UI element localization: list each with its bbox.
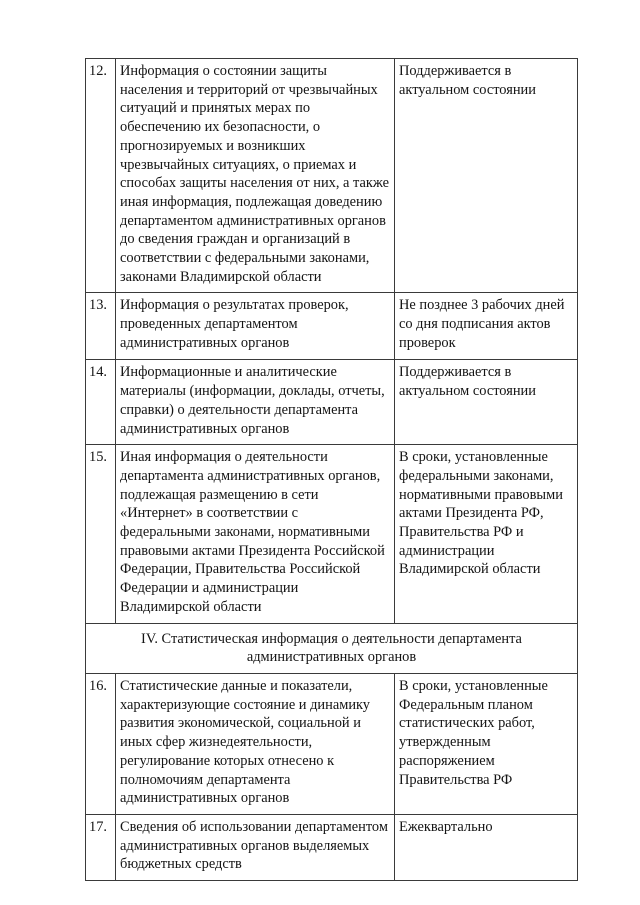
- section-heading: IV. Статистическая информация о деятельности департамента административных органов: [86, 623, 578, 673]
- table-row: [86, 445, 578, 623]
- table-row: [86, 360, 578, 445]
- table-row: [86, 293, 578, 360]
- row-content: Иная информация о деятельности департамента административных органов, подлежащая размещению в сети «Интернет» в соответствии с федеральными законами, нормативными правовыми актами Президента Российской Федерации, Правительства Российской Федерации и администрации Владимирской области: [116, 445, 395, 623]
- row-content: Информация о результатах проверок, проведенных департаментом административных органов: [116, 293, 395, 360]
- row-content: Информация о состоянии защиты населения и территорий от чрезвычайных ситуаций и принятых мерах по обеспечению их безопасности, о прогнозируемых и возникших чрезвычайных ситуациях, о приемах и способах защиты населения от них, а также иная информация, подлежащая доведению департаментом административных органов до сведения граждан и организаций в соответствии с федеральными законами, законами Владимирской области: [116, 59, 395, 293]
- table-row: [86, 59, 578, 293]
- section-row: [86, 623, 578, 673]
- row-deadline: В сроки, установленные федеральными законами, нормативными правовыми актами Президента РФ, Правительства РФ и администрации Владимирской области: [395, 445, 578, 623]
- row-deadline: Поддерживается в актуальном состоянии: [395, 59, 578, 293]
- row-number: 16.: [86, 673, 116, 814]
- row-content: Информационные и аналитические материалы (информации, доклады, отчеты, справки) о деятельности департамента административных органов: [116, 360, 395, 445]
- row-number: 17.: [86, 814, 116, 880]
- info-table: [85, 58, 578, 881]
- row-content: Статистические данные и показатели, характеризующие состояние и динамику развития экономической, социальной и иных сфер жизнедеятельности, регулирование которых отнесено к полномочиям департамента административных органов: [116, 673, 395, 814]
- row-number: 13.: [86, 293, 116, 360]
- row-number: 14.: [86, 360, 116, 445]
- table-row: [86, 673, 578, 814]
- row-number: 15.: [86, 445, 116, 623]
- row-deadline: Не позднее 3 рабочих дней со дня подписания актов проверок: [395, 293, 578, 360]
- row-deadline: В сроки, установленные Федеральным планом статистических работ, утвержденным распоряжением Правительства РФ: [395, 673, 578, 814]
- row-deadline: Ежеквартально: [395, 814, 578, 880]
- row-deadline: Поддерживается в актуальном состоянии: [395, 360, 578, 445]
- table-row: [86, 814, 578, 880]
- row-content: Сведения об использовании департаментом административных органов выделяемых бюджетных средств: [116, 814, 395, 880]
- row-number: 12.: [86, 59, 116, 293]
